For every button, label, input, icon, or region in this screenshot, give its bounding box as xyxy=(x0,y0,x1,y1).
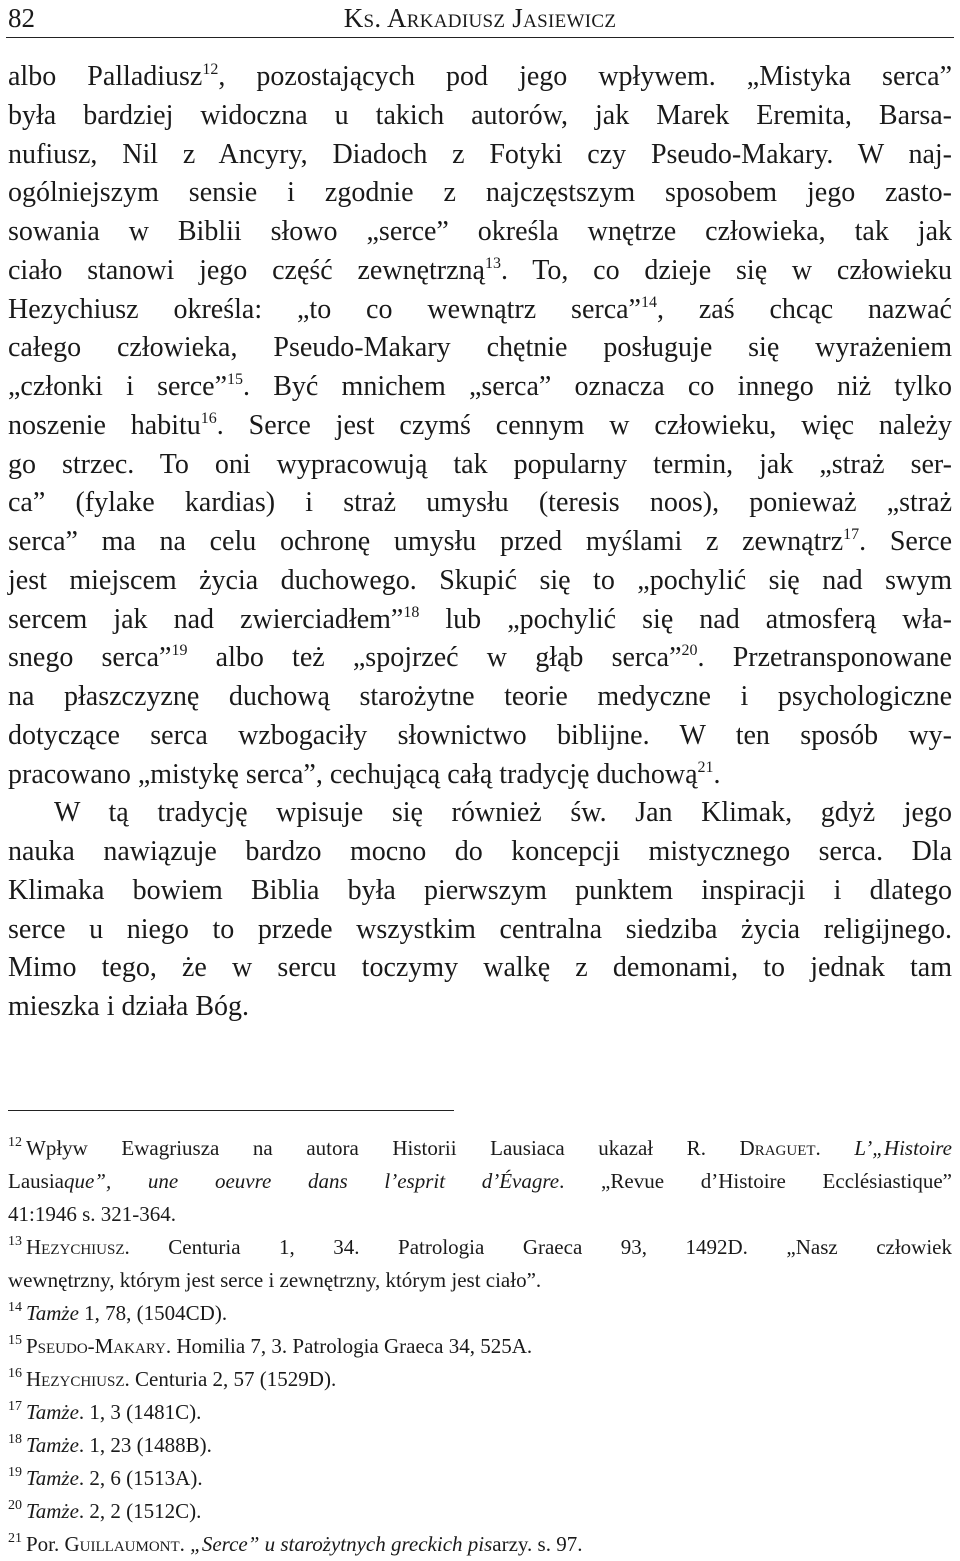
text-segment: , zaś chcąc nazwać xyxy=(656,293,952,325)
footnote-title: L’„Histoire xyxy=(854,1136,952,1160)
footnote-15 xyxy=(8,1330,952,1363)
text-segment: sercem jak nad zwierciadłem” xyxy=(8,603,404,635)
page-number: 82 xyxy=(8,3,35,33)
footnote-number: 14 xyxy=(8,1300,22,1315)
footnote-ref: 16 xyxy=(200,409,217,427)
text-segment: serca” ma na celu ochronę umysłu przed myślami z zewnątrz xyxy=(8,526,844,557)
footnote-text: . 1, 3 (1481C). xyxy=(78,1400,202,1424)
text-line xyxy=(8,407,952,446)
header-rule xyxy=(6,37,954,38)
text-segment: Mimo tego, że w sercu toczymy walkę z demonami, to jednak tam xyxy=(8,952,952,984)
text-segment: mieszka i działa Bóg. xyxy=(8,991,250,1022)
footnote-ref: 21 xyxy=(697,758,714,776)
text-segment: całego człowieka, Pseudo-Makary chętnie posługuje się wyrażeniem xyxy=(8,332,952,364)
footnote-text: 41:1946 s. 321-364. xyxy=(8,1202,176,1226)
footnote-14 xyxy=(8,1297,952,1330)
text-segment: albo Palladiusz xyxy=(8,61,203,92)
footnote-ref: 19 xyxy=(171,642,188,660)
footnote-ibid: Tamże xyxy=(26,1301,79,1325)
text-line xyxy=(8,291,952,330)
footnote-13-cont xyxy=(8,1264,952,1297)
footnote-ref: 15 xyxy=(227,371,243,388)
footnote-text: Wpływ Ewagriusza na autora Historii Lausiaca ukazał R. xyxy=(26,1136,740,1160)
footnote-number: 13 xyxy=(8,1234,22,1249)
footnote-number: 19 xyxy=(8,1465,22,1480)
text-line xyxy=(8,872,952,911)
text-segment: nufiusz, Nil z Ancyry, Diadoch z Fotyki czy Pseudo-Makary. W naj- xyxy=(8,138,952,170)
footnote-text: . 2, 6 (1513A). xyxy=(78,1466,203,1490)
text-line xyxy=(8,949,952,988)
text-line xyxy=(8,794,952,833)
text-segment: ciało stanowi jego część zewnętrzną xyxy=(8,254,485,286)
footnote-19 xyxy=(8,1462,952,1495)
footnote-ref: 12 xyxy=(202,61,219,78)
footnote-separator xyxy=(8,1110,454,1111)
text-segment: . Być mnichem „serca” oznacza co innego niż tylko xyxy=(243,371,952,402)
footnote-text: . Centuria 2, 57 (1529D). xyxy=(124,1367,337,1391)
text-segment: . xyxy=(713,758,721,790)
text-line xyxy=(8,329,952,368)
footnote-number: 15 xyxy=(8,1333,22,1348)
footnote-number: 12 xyxy=(8,1135,22,1150)
footnote-text: wewnętrzny, którym jest serce i zewnętrzny, którym jest ciało”. xyxy=(8,1268,542,1292)
text-line xyxy=(8,97,952,136)
footnote-ref: 14 xyxy=(640,293,657,311)
footnote-17 xyxy=(8,1396,952,1429)
footnote-13 xyxy=(8,1231,952,1264)
footnote-author: Hezychiusz xyxy=(26,1235,125,1259)
text-segment: była bardziej widoczna u takich autorów, jak Marek Eremita, Barsa- xyxy=(8,99,952,131)
footnote-author: Draguet xyxy=(739,1136,816,1160)
text-segment: albo też „spojrzeć w głąb serca” xyxy=(187,642,682,674)
text-line xyxy=(8,601,952,640)
footnote-text: . 1, 23 (1488B). xyxy=(78,1433,212,1457)
text-segment: . Przetransponowane xyxy=(697,642,952,674)
footnote-text: . xyxy=(815,1136,855,1160)
footnote-ref: 13 xyxy=(484,254,501,272)
footnote-21 xyxy=(8,1528,952,1561)
text-line xyxy=(8,717,952,756)
text-segment: Hezychiusz określa: „to co wewnątrz serca” xyxy=(8,293,641,325)
footnote-12-cont xyxy=(8,1198,952,1231)
footnote-ibid: Tamże xyxy=(26,1400,79,1424)
text-line xyxy=(8,988,952,1027)
footnote-title: „Serce” u starożytnych greckich pis xyxy=(190,1532,493,1556)
text-segment: snego serca” xyxy=(8,642,172,674)
text-segment: , pozostających pod jego wpływem. „Mistyka serca” xyxy=(218,61,952,92)
text-line xyxy=(8,174,952,213)
footnote-12-cont xyxy=(8,1165,952,1198)
footnote-author: Hezychiusz xyxy=(26,1367,125,1391)
text-line xyxy=(8,368,952,407)
text-line xyxy=(8,756,952,795)
footnote-number: 18 xyxy=(8,1432,22,1447)
text-line xyxy=(8,213,952,252)
text-segment: . To, co dzieje się w człowieku xyxy=(500,254,952,286)
text-line xyxy=(8,678,952,717)
text-line xyxy=(8,484,952,523)
footnote-title: que”, une oeuvre dans l’esprit d’Évagre xyxy=(63,1169,560,1193)
text-segment: Klimaka bowiem Biblia była pierwszym punktem inspiracji i dlatego xyxy=(8,874,952,906)
footnote-author: Guillaumont xyxy=(64,1532,180,1556)
footnote-ibid: Tamże xyxy=(26,1466,79,1490)
text-segment: noszenie habitu xyxy=(8,409,201,441)
text-segment: . Serce jest czymś cennym w człowieku, więc należy xyxy=(216,409,952,441)
text-line xyxy=(8,833,952,872)
footnote-text: Por. xyxy=(26,1532,65,1556)
footnote-16 xyxy=(8,1363,952,1396)
footnote-ref: 17 xyxy=(843,526,860,543)
text-line xyxy=(8,523,952,562)
footnote-number: 20 xyxy=(8,1498,22,1513)
footnote-ibid: Tamże xyxy=(26,1499,79,1523)
text-segment: . Serce xyxy=(859,526,952,557)
footnote-text: Lausia xyxy=(8,1169,64,1193)
footnotes xyxy=(8,1132,952,1561)
text-segment: pracowano „mistykę serca”, cechującą całą tradycję duchową xyxy=(8,758,698,790)
footnote-author: Pseudo-Makary xyxy=(26,1334,166,1358)
main-text xyxy=(8,58,952,1027)
text-line xyxy=(8,58,952,97)
text-segment: na płaszczyznę duchową starożytne teorie medyczne i psychologiczne xyxy=(8,681,952,712)
text-segment: ogólniejszym sensie i zgodnie z najczęstszym sposobem jego zasto- xyxy=(8,177,952,209)
footnote-ref: 18 xyxy=(403,603,420,621)
text-segment: serce u niego to przede wszystkim centralna siedziba życia religijnego. xyxy=(8,913,952,945)
text-segment: go strzec. To oni wypracowują tak popularny termin, jak „straż ser- xyxy=(8,448,952,480)
text-line xyxy=(8,562,952,601)
text-line xyxy=(8,136,952,175)
running-header xyxy=(0,0,960,38)
text-segment: jest miejscem życia duchowego. Skupić się to „pochylić się nad swym xyxy=(8,564,952,596)
text-line xyxy=(8,252,952,291)
footnote-text: . 2, 2 (1512C). xyxy=(78,1499,202,1523)
running-title-text: Ks. Arkadiusz Jasiewicz xyxy=(343,3,617,33)
text-line xyxy=(8,911,952,950)
text-segment: nauka nawiązuje bardzo mocno do koncepcji mistycznego serca. Dla xyxy=(8,836,952,867)
footnote-number: 16 xyxy=(8,1366,22,1381)
footnote-text: . Homilia 7, 3. Patrologia Graeca 34, 525A. xyxy=(165,1334,533,1358)
text-segment: lub „pochylić się nad atmosferą wła- xyxy=(419,603,952,635)
text-segment: sowania w Biblii słowo „serce” określa wnętrze człowieka, tak jak xyxy=(8,216,952,247)
text-segment: ca” (fylake kardias) i straż umysłu (teresis noos), ponieważ „straż xyxy=(8,487,952,519)
footnote-text: 1, 78, (1504CD). xyxy=(78,1301,228,1325)
footnote-text: . xyxy=(179,1532,191,1556)
text-segment: dotyczące serca wzbogaciły słownictwo biblijne. W ten sposób wy- xyxy=(8,719,952,751)
running-title xyxy=(0,2,960,34)
footnote-ref: 20 xyxy=(681,642,698,660)
text-segment: „członki i serce” xyxy=(8,371,227,402)
text-line xyxy=(8,639,952,678)
text-line xyxy=(8,446,952,485)
footnote-number: 21 xyxy=(8,1531,22,1546)
footnote-number: 17 xyxy=(8,1399,22,1414)
footnote-text: . „Revue d’Histoire Ecclésiastique” xyxy=(559,1169,952,1193)
footnote-text: arzy. s. 97. xyxy=(492,1532,583,1556)
footnote-ibid: Tamże xyxy=(26,1433,79,1457)
text-segment: W tą tradycję wpisuje się również św. Jan Klimak, gdyż jego xyxy=(54,797,952,829)
footnote-20 xyxy=(8,1495,952,1528)
footnote-text: . Centuria 1, 34. Patrologia Graeca 93, 1492D. „Nasz człowiek xyxy=(124,1235,952,1259)
footnote-12 xyxy=(8,1132,952,1165)
footnote-18 xyxy=(8,1429,952,1462)
